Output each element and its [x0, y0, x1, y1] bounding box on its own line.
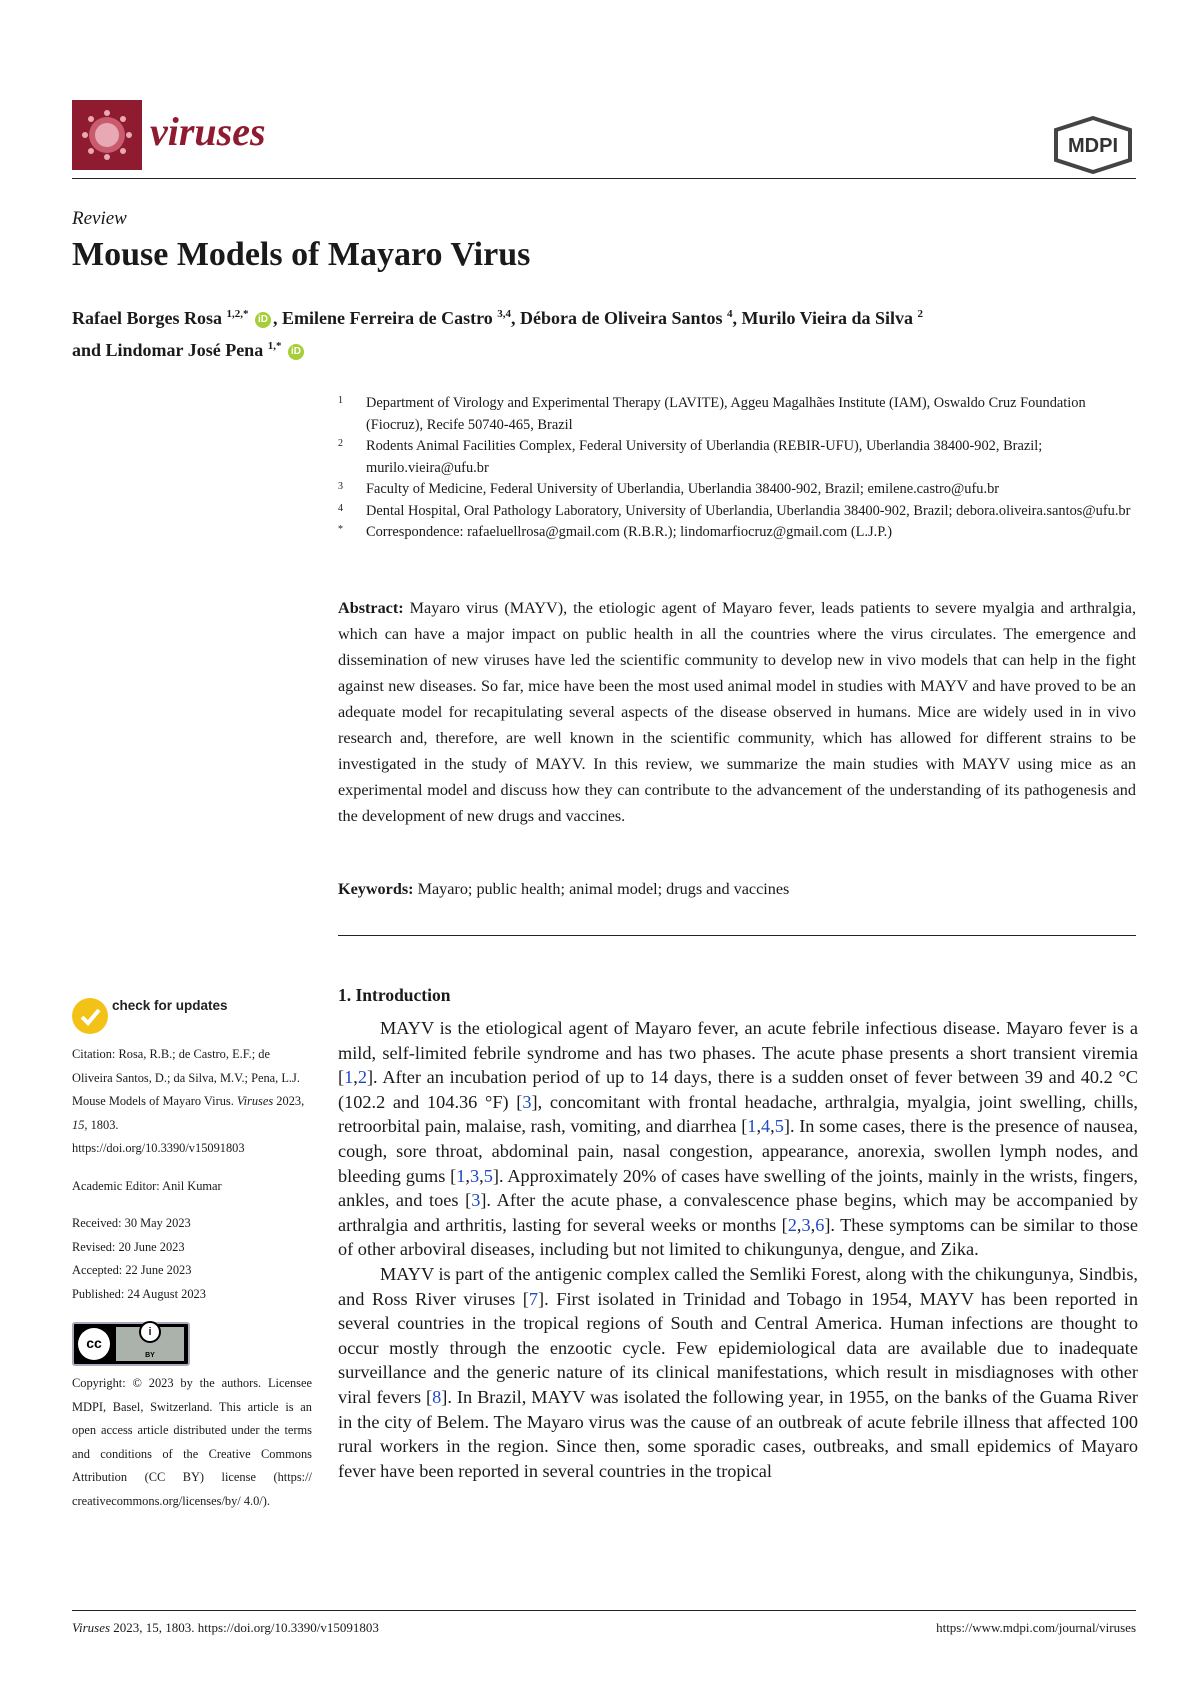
article-title: Mouse Models of Mayaro Virus [72, 236, 531, 273]
body-text [338, 1016, 1138, 1483]
footer-doi[interactable]: 2023, 15, 1803. https://doi.org/10.3390/v15091803 [113, 1620, 379, 1635]
author-name[interactable]: Emilene Ferreira de Castro [281, 308, 493, 328]
abstract [338, 595, 1136, 829]
author-affiliation-marker: 4 [727, 308, 733, 320]
reference-link[interactable]: 3 [471, 1190, 481, 1211]
citation-doi-link[interactable]: https://doi.org/10.3390/v15091803 [72, 1141, 245, 1155]
person-icon: i [139, 1321, 161, 1343]
keywords-label: Keywords: [338, 880, 414, 898]
keywords [338, 880, 1136, 899]
received-date: Received: 30 May 2023 [72, 1216, 191, 1230]
mdpi-logo-text: MDPI [1068, 135, 1118, 157]
reference-link[interactable]: 8 [432, 1386, 442, 1407]
author-affiliation-marker: 2 [917, 308, 924, 320]
keywords-text: Mayaro; public health; animal model; drugs and vaccines [417, 880, 790, 898]
footer-citation [72, 1620, 379, 1636]
journal-name: viruses [150, 109, 266, 154]
reference-link[interactable]: 1 [747, 1116, 757, 1137]
check-for-updates-label[interactable]: check for updates [112, 998, 228, 1013]
checkmark-icon [72, 998, 108, 1034]
reference-link[interactable]: 3 [801, 1214, 811, 1235]
reference-link[interactable]: 2 [357, 1067, 367, 1088]
affiliation-item: 4 Dental Hospital, Oral Pathology Laboratory, University of Uberlandia, Uberlandia 38400-902, Brazil; debora.oliveira.santos@ufu.br [338, 502, 1131, 519]
reference-link[interactable]: 4 [761, 1116, 771, 1137]
cc-icon: cc [78, 1328, 110, 1360]
mdpi-logo-icon [1052, 116, 1134, 174]
by-label: BY [145, 1351, 155, 1359]
author-affiliation-marker: 1,2,* [226, 308, 249, 320]
footer-journal: Viruses [72, 1620, 111, 1635]
reference-link[interactable]: 3 [522, 1091, 532, 1112]
reference-link[interactable]: 3 [470, 1165, 480, 1186]
affiliation-item: 3 Faculty of Medicine, Federal University of Uberlandia, Uberlandia 38400-902, Brazil; emilene.castro@ufu.br [338, 481, 1000, 497]
affiliations [338, 393, 1138, 544]
cc-by-license-icon[interactable] [72, 1322, 190, 1366]
author-name[interactable]: and Lindomar José Pena [72, 340, 264, 360]
citation: Citation: Rosa, R.B.; de Castro, E.F.; de Oliveira Santos, D.; da Silva, M.V.; Pena, L.J. Mouse Models of Mayaro Virus. Viruses 2023, 15, 1803. https://doi.org/10.3390/v15091803 [72, 1047, 305, 1155]
section-heading: 1. Introduction [338, 985, 451, 1005]
footer-journal-url[interactable]: https://www.mdpi.com/journal/viruses [936, 1620, 1136, 1635]
journal-logo-icon [72, 100, 142, 170]
author-affiliation-marker: 3,4 [497, 308, 512, 320]
author-name[interactable]: Murilo Vieira da Silva [741, 308, 914, 328]
accepted-date: Accepted: 22 June 2023 [72, 1263, 192, 1277]
keywords-divider [338, 935, 1136, 936]
abstract-text: Mayaro virus (MAYV), the etiologic agent of Mayaro fever, leads patients to severe myalgia and arthralgia, which can have a major impact on public health in all the countries where the virus circulates. The emergence and dissemination of new viruses have led the scientific community to develop new in vivo models that can help in the fight against new diseases. So far, mice have been the most used animal model in studies with MAYV and have proved to be an adequate model for recapitulating several aspects of the disease observed in humans. Mice are widely used in in vivo research and, therefore, are well known in the scientific community, which has allowed for different strains to be investigated in the study of MAYV. In this review, we summarize the main studies with MAYV using mice as an experimental model and discuss how they can contribute to the advancement of the understanding of its pathogenesis and the development of new drugs and vaccines. [338, 599, 1137, 825]
reference-link[interactable]: 1 [344, 1067, 354, 1088]
reference-link[interactable]: 2 [787, 1214, 797, 1235]
published-date: Published: 24 August 2023 [72, 1286, 206, 1301]
affiliation-item: 2 Rodents Animal Facilities Complex, Federal University of Uberlandia (REBIR-UFU), Uberlandia 38400-902, Brazil; murilo.vieira@ufu.br [338, 438, 1043, 476]
footer-divider [72, 1610, 1136, 1611]
article-type: Review [72, 208, 127, 229]
copyright-notice: Copyright: © 2023 by the authors. Licensee MDPI, Basel, Switzerland. This article is an open access article distributed under the terms and conditions of the Creative Commons Attribution (CC BY) license (https:// creativecommons.org/licenses/by/ 4.0/). [72, 1376, 312, 1508]
orcid-icon[interactable]: iD [288, 344, 304, 360]
reference-link[interactable]: 7 [528, 1288, 539, 1309]
author-affiliation-marker: 1,* [267, 340, 282, 352]
reference-link[interactable]: 5 [483, 1165, 493, 1186]
abstract-label: Abstract: [338, 599, 404, 617]
correspondence: * Correspondence: rafaeluellrosa@gmail.com (R.B.R.); lindomarfiocruz@gmail.com (L.J.P.) [338, 524, 893, 540]
paragraph: MAYV is part of the antigenic complex called the Semliki Forest, along with the chikungunya, Sindbis, and Ross River viruses [7]. First isolated in Trinidad and Tobago in 1954, MAYV has been reported in several countries in the tropical regions of South and Central America. Human infections are thought to occur mostly through the enzootic cycle. Few epidemiological data are available due to inadequate surveillance and the generic nature of its clinical manifestations, which result in misdiagnoses with other viral fevers [8]. In Brazil, MAYV was isolated the following year, in 1955, on the banks of the Guama River in the city of Belem. The Mayaro virus was the cause of an outbreak of acute febrile illness that affected 100 rural workers in the region. Since then, some sporadic cases, outbreaks, and small epidemics of Mayaro fever have been reported in several countries in the tropical [338, 1263, 1139, 1481]
affiliation-item: 1 Department of Virology and Experimental Therapy (LAVITE), Aggeu Magalhães Institute (IAM), Oswaldo Cruz Foundation (Fiocruz), Recife 50740-465, Brazil [338, 395, 1086, 433]
reference-link[interactable]: 1 [456, 1165, 466, 1186]
header-divider [72, 178, 1136, 179]
author-name[interactable]: Débora de Oliveira Santos [520, 308, 723, 328]
paragraph: MAYV is the etiological agent of Mayaro fever, an acute febrile infectious disease. Mayaro fever is a mild, self-limited febrile syndrome and has two phases. The acute phase presents a short transient viremia [1,2]. After an incubation period of up to 14 days, there is a sudden onset of fever between 39 and 40.2 °C (102.2 and 104.36 °F) [3], concomitant with frontal headache, arthralgia, myalgia, joint swelling, chills, retroorbital pain, malaise, rash, vomiting, and diarrhea [1,4,5]. In some cases, there is the presence of nausea, cough, sore throat, abdominal pain, nasal congestion, appearance, anorexia, swollen lymph nodes, and bleeding gums [1,3,5]. Approximately 20% of cases have swelling of the joints, mainly in the wrists, fingers, ankles, and toes [3]. After the acute phase, a convalescence phase begins, which may be accompanied by arthralgia and arthritis, lasting for several weeks or months [2,3,6]. These symptoms can be similar to those of other arboviral diseases, including but not limited to chikungunya, dengue, and Zika. [338, 1018, 1139, 1260]
author-list: Rafael Borges Rosa $^{1,2,*}$ iD , Emilene Ferreira de Castro $^{3,4}$, Débora de Oliveira Santos $^4$, Murilo Vieira da Silva $^2$ and Lindomar José Pena $^{1,*}$ iD [72, 308, 924, 360]
revised-date: Revised: 20 June 2023 [72, 1239, 185, 1254]
orcid-icon[interactable]: iD [255, 312, 271, 328]
reference-link[interactable]: 5 [774, 1116, 784, 1137]
reference-link[interactable]: 6 [815, 1214, 825, 1235]
author-name[interactable]: Rafael Borges Rosa [72, 308, 222, 328]
academic-editor: Academic Editor: Anil Kumar [72, 1178, 222, 1193]
article-info-sidebar [72, 1043, 312, 1513]
